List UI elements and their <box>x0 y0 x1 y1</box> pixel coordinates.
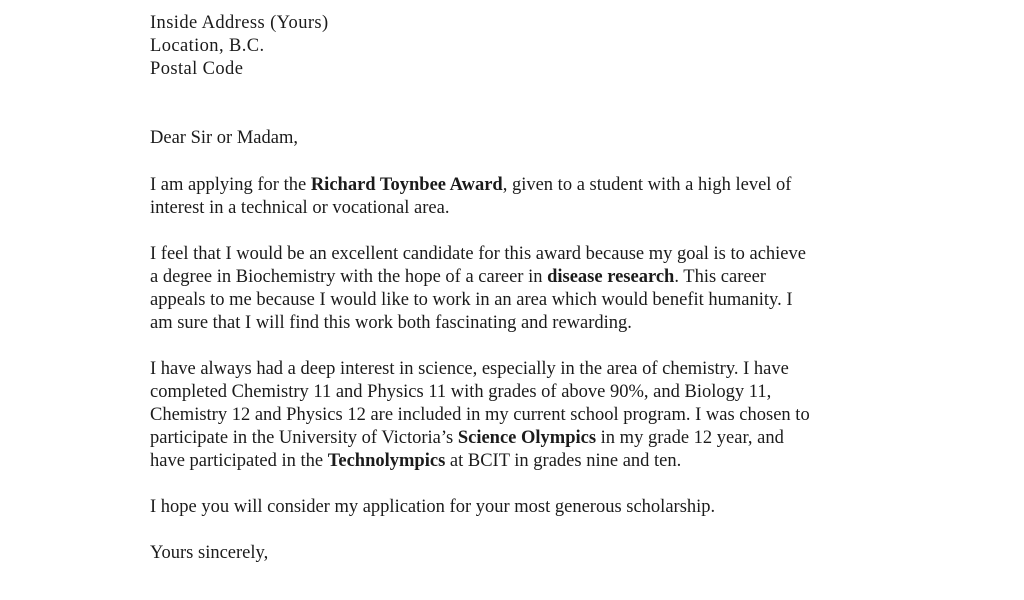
text-run: a degree in Biochemistry with the hope of a career in <box>150 267 548 287</box>
text-run: . This career <box>674 267 766 287</box>
bold-text-run: Richard Toynbee Award <box>310 175 503 195</box>
letter-line <box>150 358 994 381</box>
text-run: am sure that I will find this work both fascinating and rewarding. <box>150 313 632 333</box>
sender-address-block <box>150 12 994 81</box>
text-run: completed Chemistry 11 and Physics 11 with grades of above 90%, and Biology 11, <box>150 382 772 402</box>
letter-body <box>150 174 994 519</box>
sender-location-line: Location, B.C. <box>150 36 265 56</box>
letter-paragraph <box>150 496 994 519</box>
letter-line <box>150 450 994 473</box>
text-run: appeals to me because I would like to work in an area which would benefit humanity. I <box>150 290 793 310</box>
letter-line <box>150 312 994 335</box>
text-run: I am applying for the <box>150 175 311 195</box>
letter-line <box>150 197 994 220</box>
text-run: interest in a technical or vocational area. <box>150 198 450 218</box>
letter-line <box>150 243 994 266</box>
letter-line <box>150 174 994 197</box>
letter-paragraph <box>150 174 994 220</box>
text-run: in my grade 12 year, and <box>596 428 784 448</box>
letter-content <box>150 12 994 565</box>
closing: Yours sincerely, <box>150 543 269 563</box>
letter-paragraph <box>150 358 994 473</box>
letter-line <box>150 266 994 289</box>
text-run: I hope you will consider my application for your most generous scholarship. <box>150 497 716 517</box>
bold-text-run: Technolympics <box>327 451 446 471</box>
salutation: Dear Sir or Madam, <box>150 128 298 148</box>
text-run: I have always had a deep interest in science, especially in the area of chemistry. I have <box>150 359 789 379</box>
text-run: Chemistry 12 and Physics 12 are included in my current school program. I was chosen to <box>150 405 810 425</box>
text-run: I feel that I would be an excellent candidate for this award because my goal is to achieve <box>150 244 806 264</box>
text-run: participate in the University of Victoria’s <box>150 428 458 448</box>
text-run: , given to a student with a high level of <box>502 175 792 195</box>
bold-text-run: Science Olympics <box>457 428 597 448</box>
sender-address-line: Inside Address (Yours) <box>150 13 329 33</box>
letter-line <box>150 496 994 519</box>
bold-text-run: disease research <box>547 267 675 287</box>
letter-paragraph <box>150 243 994 335</box>
letter-line <box>150 427 994 450</box>
sender-postal-code-line: Postal Code <box>150 59 244 79</box>
letter-line <box>150 381 994 404</box>
text-run: at BCIT in grades nine and ten. <box>445 451 682 471</box>
letter-line <box>150 404 994 427</box>
letter-line <box>150 289 994 312</box>
text-run: have participated in the <box>150 451 328 471</box>
